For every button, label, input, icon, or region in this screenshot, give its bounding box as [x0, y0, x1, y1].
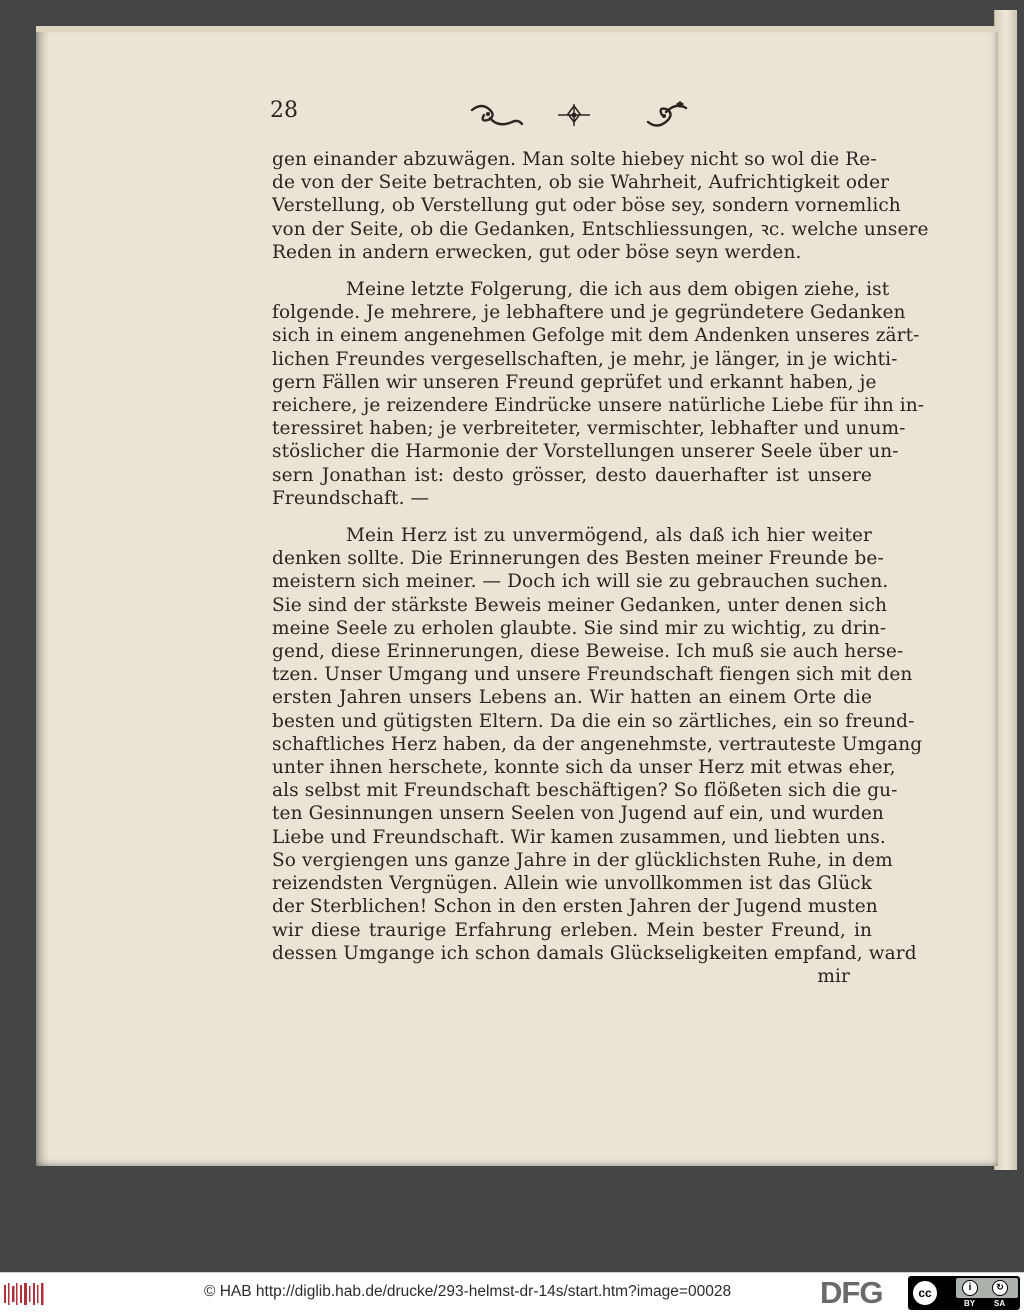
paragraph: [272, 148, 929, 264]
text-line: reichere, je reizendere Eindrücke unsere natürliche Liebe für ihn in-: [272, 395, 925, 417]
text-line: wir diese traurige Erfahrung erleben. Mein bester Freund, in: [272, 919, 872, 941]
text-line: teressiret haben; je verbreiteter, vermischter, lebhafter und unum-: [272, 418, 906, 440]
page-number: 28: [270, 98, 298, 123]
text-line: denken sollte. Die Erinnerungen des Besten meiner Freunde be-: [272, 548, 884, 570]
text-line: Meine letzte Folgerung, die ich aus dem obigen ziehe, ist: [346, 279, 890, 301]
page-gutter-shadow: [36, 26, 50, 1166]
text-line: Reden in andern erwecken, gut oder böse seyn werden.: [272, 241, 802, 263]
text-line: sich in einem angenehmen Gefolge mit dem Andenken unseres zärt-: [272, 325, 920, 347]
text-line: Sie sind der stärkste Beweis meiner Gedanken, unter denen sich: [272, 594, 887, 616]
text-line: als selbst mit Freundschaft beschäftigen? So flößeten sich die gu-: [272, 780, 898, 802]
share-alike-icon: ↻: [992, 1280, 1008, 1296]
text-line: de von der Seite betrachten, ob sie Wahrheit, Aufrichtigkeit oder: [272, 172, 890, 194]
text-line: gern Fällen wir unseren Freund geprüfet und erkannt haben, je: [272, 371, 877, 393]
text-line: reizendsten Vergnügen. Allein wie unvollkommen ist das Glück: [272, 873, 872, 895]
page-text: [272, 148, 929, 988]
text-line: meine Seele zu erholen glaubte. Sie sind mir zu wichtig, zu drin-: [272, 617, 887, 639]
cc-by-label: BY: [964, 1299, 976, 1308]
text-line: folgende. Je mehrere, je lebhaftere und je gegründetere Gedanken: [272, 302, 906, 324]
text-line: Verstellung, ob Verstellung gut oder böse sey, sondern vornemlich: [272, 195, 901, 217]
text-line: Mein Herz ist zu unvermögend, als daß ich hier weiter: [346, 525, 872, 547]
text-line: ten Gesinnungen unsern Seelen von Jugend auf ein, und wurden: [272, 803, 884, 825]
copyright-link[interactable]: © HAB http://diglib.hab.de/drucke/293-helmst-dr-14s/start.htm?image=00028: [204, 1283, 732, 1300]
cc-icon: cc: [911, 1279, 939, 1307]
text-line: schaftliches Herz haben, da der angenehmste, vertrauteste Umgang: [272, 733, 923, 755]
person-icon: i: [962, 1280, 978, 1296]
text-line: meistern sich meiner. — Doch ich will sie zu gebrauchen suchen.: [272, 571, 889, 593]
page-top-edge: [36, 26, 998, 32]
cc-sa-label: SA: [994, 1299, 1006, 1308]
text-line: ersten Jahren unsers Lebens an. Wir hatten an einem Orte die: [272, 687, 872, 709]
text-line: gend, diese Erinnerungen, diese Beweise. Ich muß sie auch herse-: [272, 641, 904, 663]
text-line: gen einander abzuwägen. Man solte hiebey nicht so wol die Re-: [272, 149, 877, 170]
text-line: von der Seite, ob die Gedanken, Entschliessungen, ꝛc. welche unsere: [272, 218, 929, 240]
viewer-footer: [0, 1272, 1024, 1313]
hab-barcode-logo: [4, 1283, 44, 1305]
text-line: unter ihnen herschete, konnte sich da unser Herz mit etwas eher,: [272, 757, 896, 779]
catchword: mir: [817, 965, 850, 987]
text-line: Liebe und Freundschaft. Wir kamen zusammen, und liebten uns.: [272, 826, 886, 848]
cc-license-badge[interactable]: [908, 1276, 1020, 1310]
dfg-logo[interactable]: DFG: [820, 1275, 883, 1310]
text-line: stöslicher die Harmonie der Vorstellungen unserer Seele über un-: [272, 441, 899, 463]
text-line: der Sterblichen! Schon in den ersten Jahren der Jugend musten: [272, 896, 878, 918]
text-line: besten und gütigsten Eltern. Da die ein so zärtliches, ein so freund-: [272, 710, 915, 732]
text-line: tzen. Unser Umgang und unsere Freundschaft fiengen sich mit den: [272, 664, 913, 686]
paragraph: [272, 278, 925, 510]
text-line: dessen Umgange ich schon damals Glückseligkeiten empfand, ward: [272, 942, 917, 964]
paragraph: [272, 524, 923, 965]
page-header: [270, 98, 860, 138]
text-line: Freundschaft. —: [272, 487, 430, 509]
text-line: lichen Freundes vergesellschaften, je mehr, je länger, in je wichti-: [272, 348, 898, 370]
text-line: So vergiengen uns ganze Jahre in der glücklichsten Ruhe, in dem: [272, 849, 893, 871]
text-line: sern Jonathan ist: desto grösser, desto dauerhafter ist unsere: [272, 464, 872, 486]
header-ornament: [470, 100, 690, 134]
